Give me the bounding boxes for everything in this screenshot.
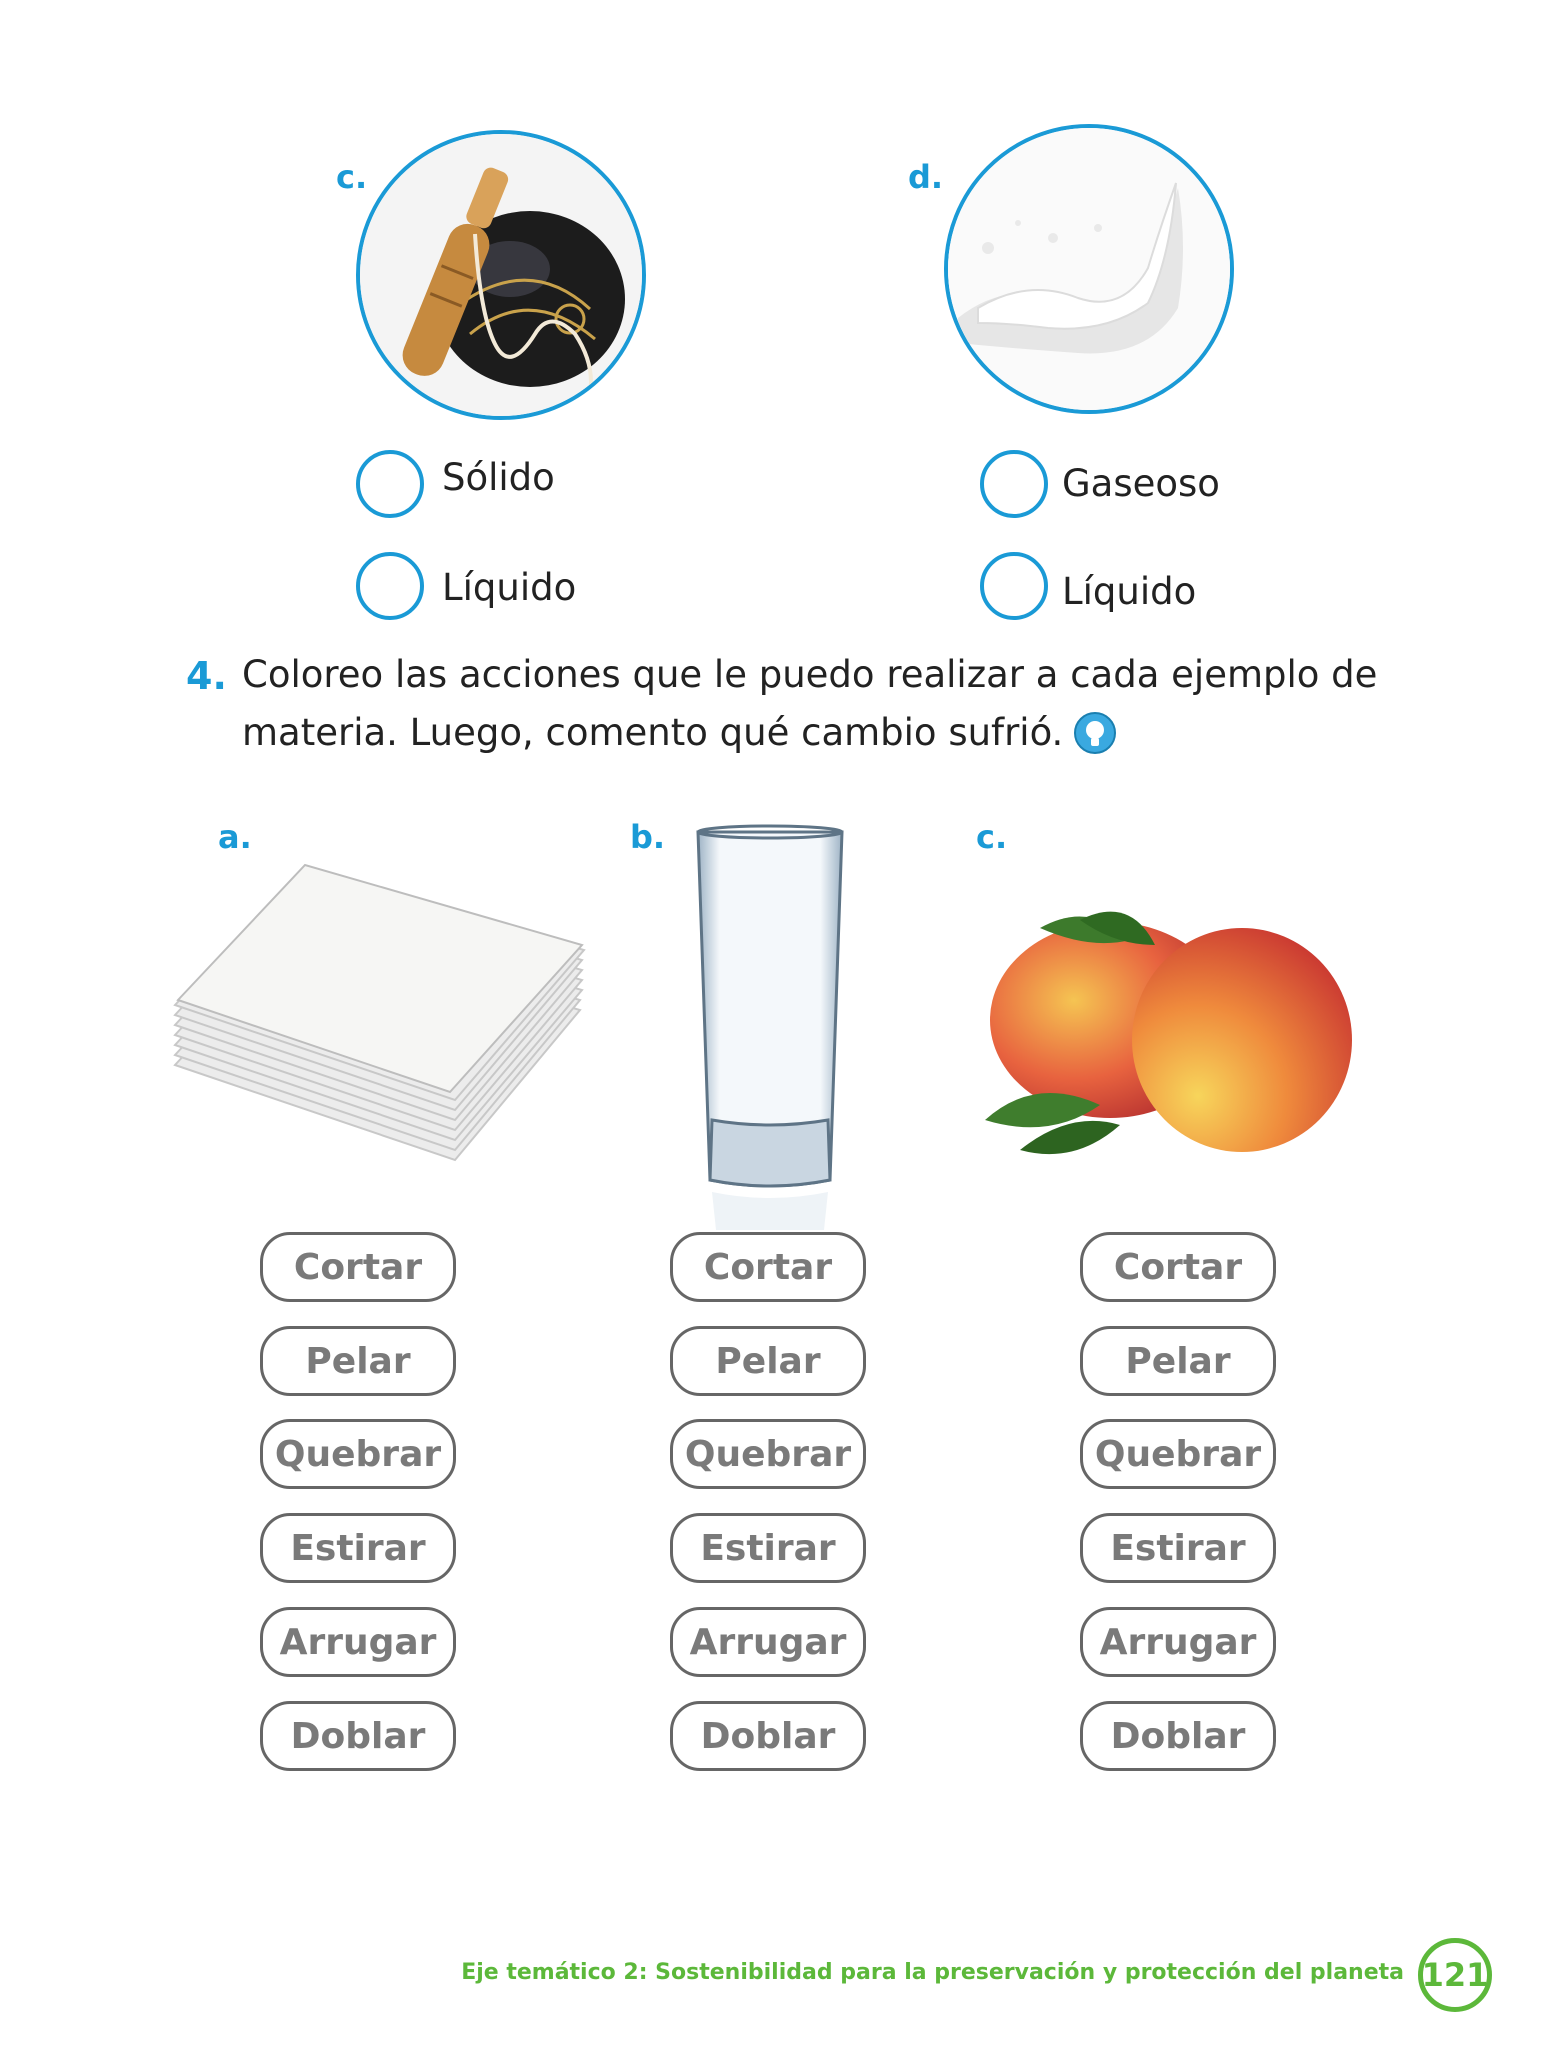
question-number: 4. bbox=[186, 654, 227, 698]
example-a-letter: a. bbox=[218, 818, 252, 856]
example-b-letter: b. bbox=[630, 818, 666, 856]
option-solido-label: Sólido bbox=[442, 456, 555, 499]
action-b-pelar[interactable]: Pelar bbox=[670, 1326, 866, 1396]
option-liquido-c-label: Líquido bbox=[442, 566, 577, 609]
mango-image bbox=[980, 900, 1360, 1190]
action-c-pelar[interactable]: Pelar bbox=[1080, 1326, 1276, 1396]
question-line-2: materia. Luego, comento qué cambio sufrió. bbox=[242, 711, 1064, 754]
action-c-arrugar[interactable]: Arrugar bbox=[1080, 1607, 1276, 1677]
radio-liquido-d[interactable] bbox=[980, 552, 1048, 620]
example-c-letter: c. bbox=[976, 818, 1008, 856]
action-c-estirar[interactable]: Estirar bbox=[1080, 1513, 1276, 1583]
action-a-quebrar[interactable]: Quebrar bbox=[260, 1419, 456, 1489]
option-liquido-d-label: Líquido bbox=[1062, 570, 1197, 613]
action-a-estirar[interactable]: Estirar bbox=[260, 1513, 456, 1583]
page-number: 121 bbox=[1418, 1938, 1492, 2012]
option-gaseoso-label: Gaseoso bbox=[1062, 462, 1220, 505]
action-a-arrugar[interactable]: Arrugar bbox=[260, 1607, 456, 1677]
action-a-cortar[interactable]: Cortar bbox=[260, 1232, 456, 1302]
milk-splash-image bbox=[944, 124, 1234, 414]
action-c-doblar[interactable]: Doblar bbox=[1080, 1701, 1276, 1771]
question-line-1: Coloreo las acciones que le puedo realizar a cada ejemplo de bbox=[242, 653, 1378, 696]
radio-liquido-c[interactable] bbox=[356, 552, 424, 620]
glass-image bbox=[690, 820, 850, 1240]
action-b-estirar[interactable]: Estirar bbox=[670, 1513, 866, 1583]
lightbulb-icon bbox=[1073, 711, 1117, 755]
radio-solido[interactable] bbox=[356, 450, 424, 518]
item-d-letter: d. bbox=[908, 158, 944, 196]
radio-gaseoso[interactable] bbox=[980, 450, 1048, 518]
action-a-doblar[interactable]: Doblar bbox=[260, 1701, 456, 1771]
spinning-top-image bbox=[356, 130, 646, 420]
action-b-quebrar[interactable]: Quebrar bbox=[670, 1419, 866, 1489]
action-b-cortar[interactable]: Cortar bbox=[670, 1232, 866, 1302]
question-text bbox=[242, 646, 1392, 762]
action-a-pelar[interactable]: Pelar bbox=[260, 1326, 456, 1396]
footer-text: Eje temático 2: Sostenibilidad para la preservación y protección del planeta bbox=[461, 1960, 1404, 1985]
paper-stack-image bbox=[170, 860, 590, 1170]
action-b-arrugar[interactable]: Arrugar bbox=[670, 1607, 866, 1677]
action-b-doblar[interactable]: Doblar bbox=[670, 1701, 866, 1771]
item-c-letter: c. bbox=[336, 158, 368, 196]
action-c-cortar[interactable]: Cortar bbox=[1080, 1232, 1276, 1302]
action-c-quebrar[interactable]: Quebrar bbox=[1080, 1419, 1276, 1489]
